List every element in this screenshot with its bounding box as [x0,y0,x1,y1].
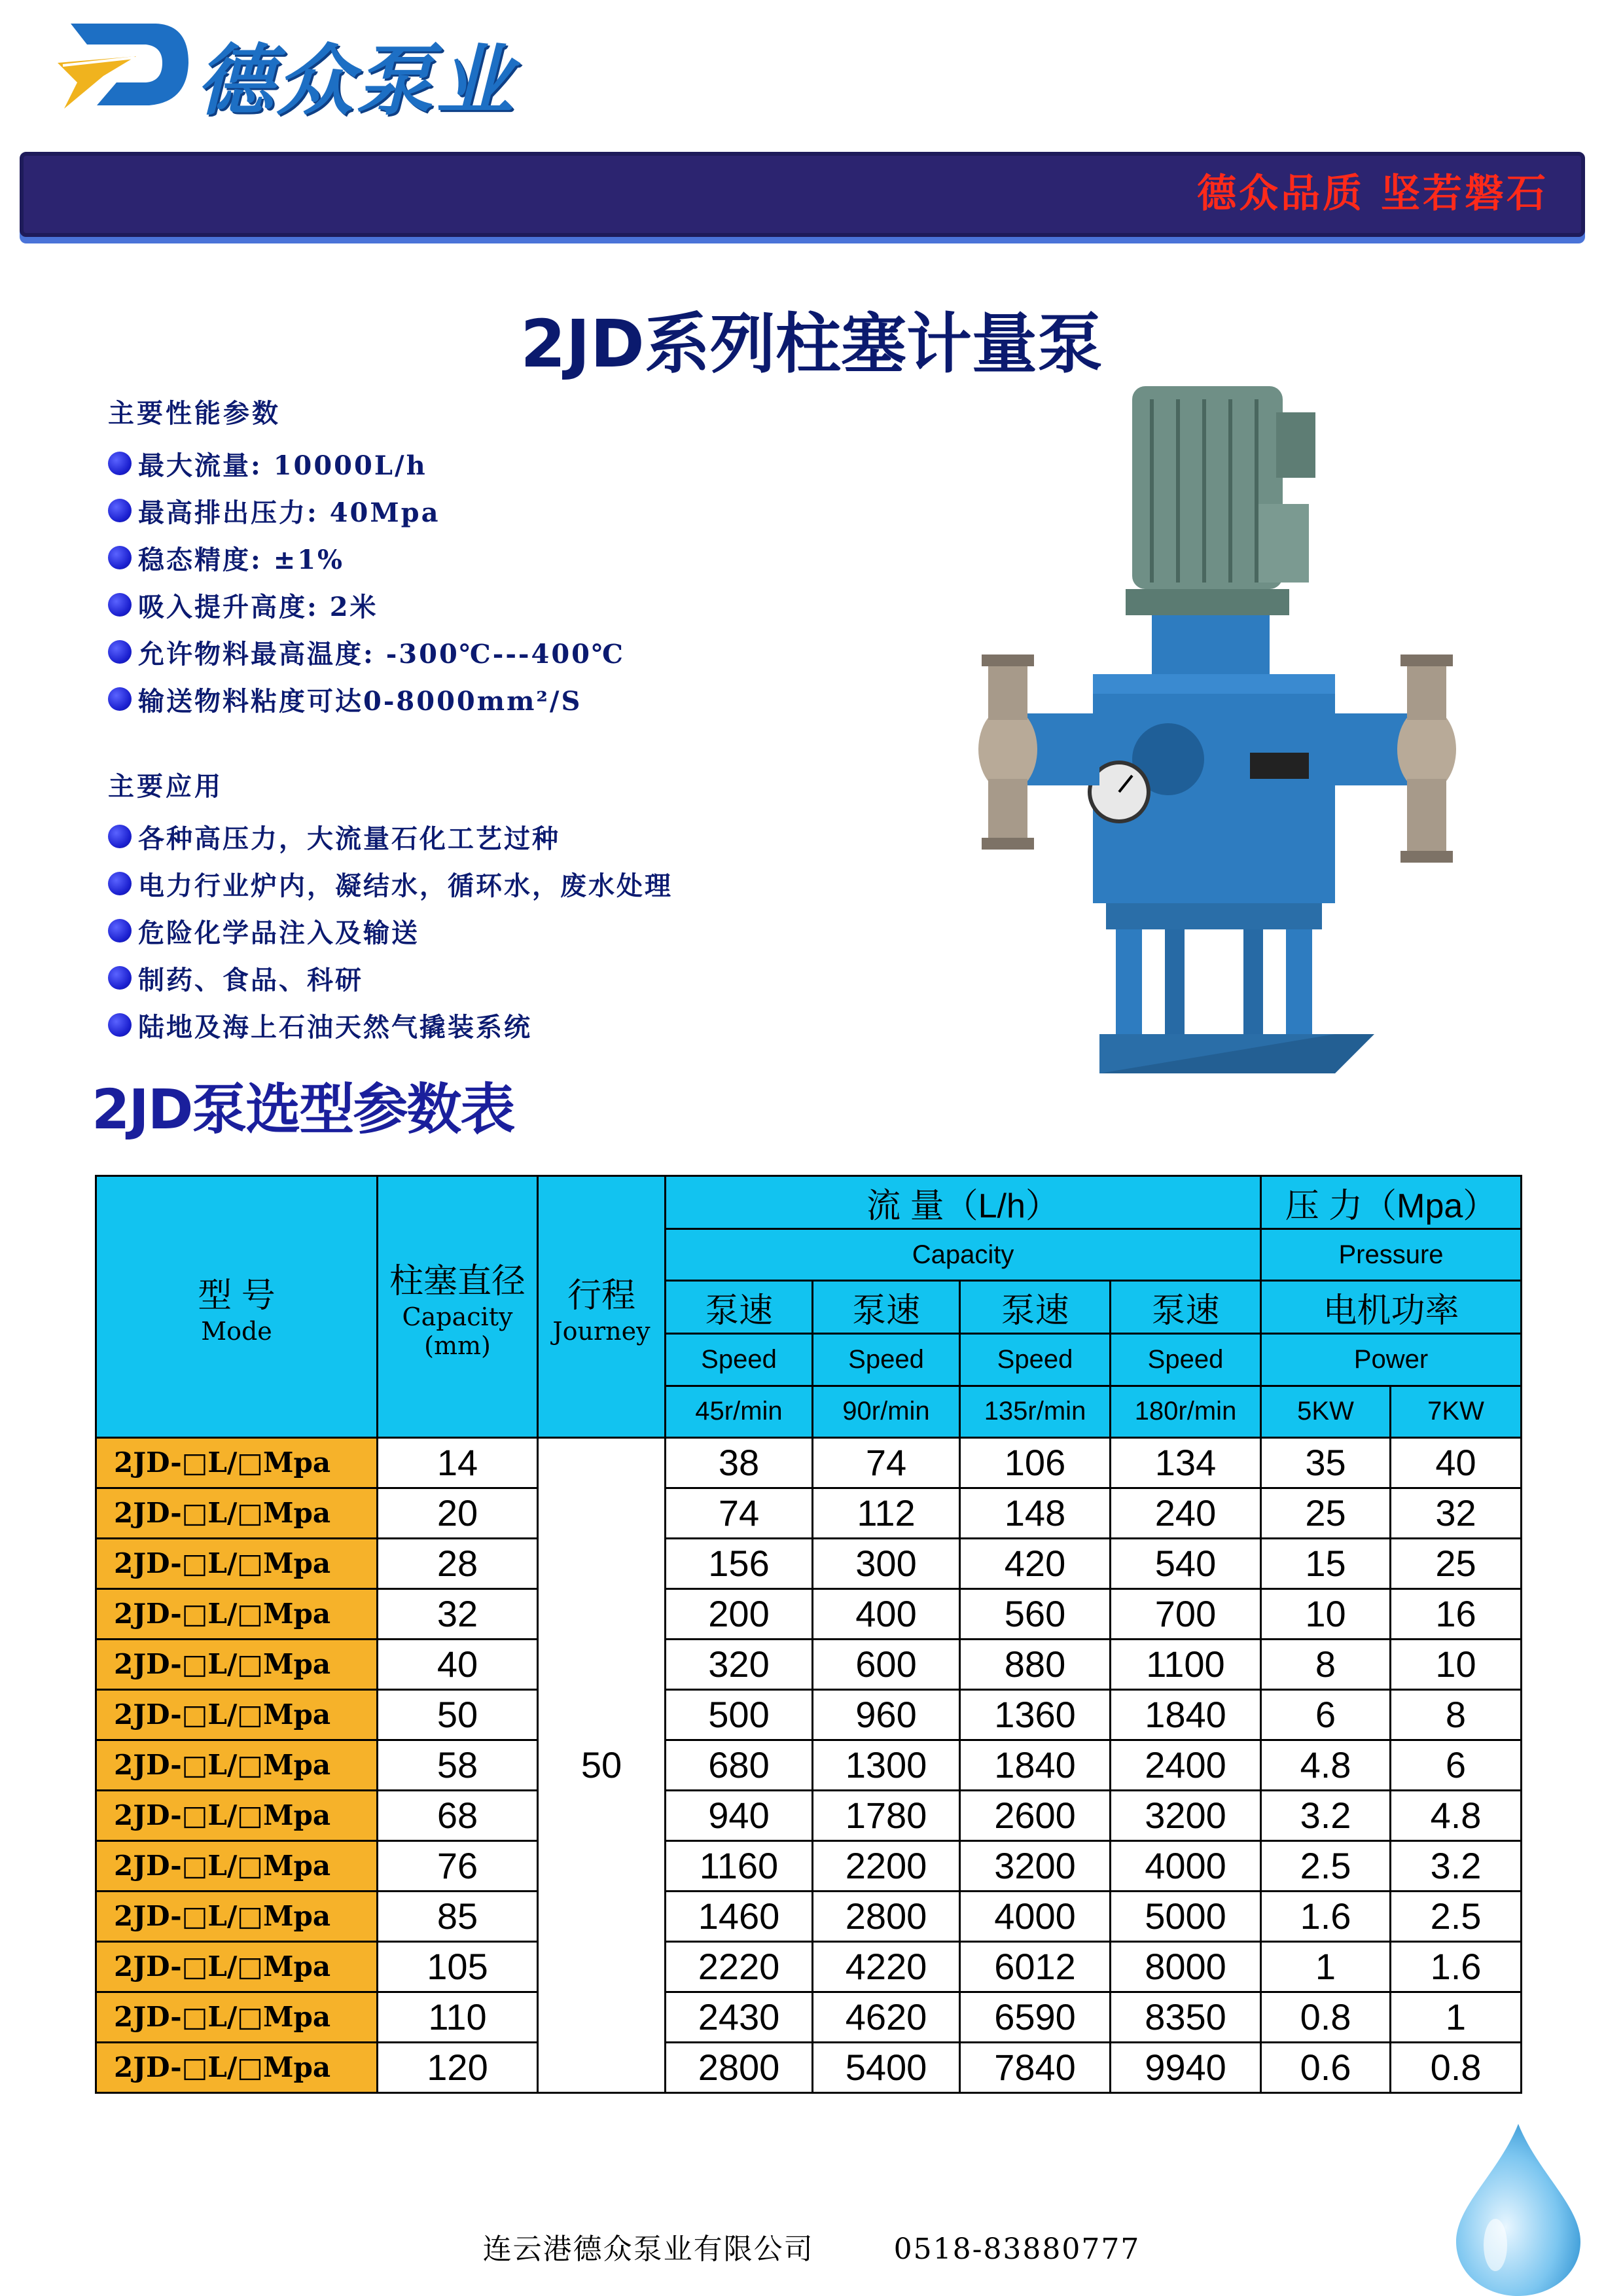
table-row [96,1689,1522,1740]
pressure-cell: 0.6 [1261,2042,1391,2092]
pressure-cell: 6 [1261,1689,1391,1740]
diameter-cell: 58 [378,1740,538,1790]
flow-cell: 2200 [813,1840,960,1891]
pressure-cell: 16 [1391,1588,1522,1639]
application-item [108,954,673,1001]
header-pressure-en: Pressure [1261,1229,1522,1281]
water-drop-icon [1453,2121,1584,2296]
bullet-dot-icon [108,499,132,522]
model-cell: 2JD-□L/□Mpa [96,1740,378,1790]
header-flow-cn: 流 量（L/h） [666,1176,1261,1229]
header-power-value: 7KW [1391,1386,1522,1437]
pressure-cell: 1 [1391,1992,1522,2042]
table-title: 2JD泵选型参数表 [92,1077,514,1141]
pressure-cell: 15 [1261,1538,1391,1588]
application-item-text: 电力行业炉内，凝结水，循环水，废水处理 [138,870,673,901]
pressure-cell: 8 [1391,1689,1522,1740]
flow-cell: 2220 [666,1941,813,1992]
table-row [96,2042,1522,2092]
pressure-cell: 25 [1261,1488,1391,1538]
model-cell: 2JD-□L/□Mpa [96,1689,378,1740]
pressure-cell: 2.5 [1261,1840,1391,1891]
performance-item [108,675,625,723]
flow-cell: 960 [813,1689,960,1740]
header-pressure-cn: 压 力（Mpa） [1261,1176,1522,1229]
header-power-value: 5KW [1261,1386,1391,1437]
header-stroke [538,1176,666,1438]
flow-cell: 156 [666,1538,813,1588]
pressure-cell: 32 [1391,1488,1522,1538]
flow-cell: 200 [666,1588,813,1639]
stroke-cell: 50 [538,1437,666,2092]
flow-cell: 240 [1111,1488,1261,1538]
model-cell: 2JD-□L/□Mpa [96,1488,378,1538]
flow-cell: 7840 [960,2042,1111,2092]
model-cell: 2JD-□L/□Mpa [96,1790,378,1840]
application-item-text: 陆地及海上石油天然气撬装系统 [138,1011,532,1043]
flow-cell: 1300 [813,1740,960,1790]
header-speed-en: Speed [1111,1334,1261,1386]
application-item-text: 各种高压力，大流量石化工艺过种 [138,823,560,854]
pressure-cell: 0.8 [1261,1992,1391,2042]
flow-cell: 1160 [666,1840,813,1891]
header-pump-speed: 泵速 [960,1281,1111,1334]
flow-cell: 2400 [1111,1740,1261,1790]
header-speed-en: Speed [960,1334,1111,1386]
flow-cell: 8000 [1111,1941,1261,1992]
pressure-cell: 1.6 [1391,1941,1522,1992]
flow-cell: 500 [666,1689,813,1740]
bullet-dot-icon [108,872,132,895]
footer-company: 连云港德众泵业有限公司 [482,2233,814,2266]
bullet-dot-icon [108,919,132,942]
pressure-cell: 4.8 [1261,1740,1391,1790]
flow-cell: 1840 [960,1740,1111,1790]
performance-item-text: 输送物料粘度可达0-8000mm²/S [138,685,582,717]
header-pump-speed: 泵速 [813,1281,960,1334]
flow-cell: 300 [813,1538,960,1588]
spec-table [95,1175,1522,2094]
header-diameter-cn: 柱塞直径 [389,1262,526,1300]
pressure-cell: 3.2 [1261,1790,1391,1840]
performance-item-text: 稳态精度: ±1% [138,544,345,575]
flow-cell: 4220 [813,1941,960,1992]
footer-phone: 0518-83880777 [893,2233,1141,2266]
table-row [96,1639,1522,1689]
header-speed-en: Speed [813,1334,960,1386]
header-speed-value: 135r/min [960,1386,1111,1437]
bullet-dot-icon [108,640,132,664]
page-title: 2JD系列柱塞计量泵 [520,306,1103,382]
bullet-dot-icon [108,966,132,990]
performance-item-text: 允许物料最高温度: -300℃---400℃ [138,638,625,670]
header-flow-en: Capacity [666,1229,1261,1281]
flow-cell: 148 [960,1488,1111,1538]
diameter-cell: 50 [378,1689,538,1740]
application-item [108,907,673,954]
flow-cell: 420 [960,1538,1111,1588]
pressure-cell: 10 [1391,1639,1522,1689]
diameter-cell: 105 [378,1941,538,1992]
diameter-cell: 120 [378,2042,538,2092]
header-pump-speed: 泵速 [1111,1281,1261,1334]
diameter-cell: 28 [378,1538,538,1588]
table-row [96,1790,1522,1840]
flow-cell: 74 [813,1437,960,1488]
table-row [96,1840,1522,1891]
pressure-cell: 1.6 [1261,1891,1391,1941]
diameter-cell: 20 [378,1488,538,1538]
flow-cell: 4000 [1111,1840,1261,1891]
slogan-bar [20,152,1585,237]
flow-cell: 112 [813,1488,960,1538]
flow-cell: 134 [1111,1437,1261,1488]
header-diameter-en: Capacity [402,1302,513,1331]
performance-item [108,487,625,534]
applications-section [108,766,673,1049]
flow-cell: 3200 [1111,1790,1261,1840]
application-item [108,860,673,907]
flow-cell: 600 [813,1639,960,1689]
model-cell: 2JD-□L/□Mpa [96,1840,378,1891]
diameter-cell: 110 [378,1992,538,2042]
flow-cell: 5400 [813,2042,960,2092]
pressure-cell: 25 [1391,1538,1522,1588]
footer [0,2225,1623,2267]
flow-cell: 8350 [1111,1992,1261,2042]
application-item [108,813,673,860]
flow-cell: 1460 [666,1891,813,1941]
flow-cell: 6012 [960,1941,1111,1992]
header-speed-value: 45r/min [666,1386,813,1437]
pump-photo [969,373,1525,1093]
performance-item [108,534,625,581]
company-logo-icon [58,10,195,118]
performance-item [108,581,625,628]
diameter-cell: 40 [378,1639,538,1689]
table-row [96,1488,1522,1538]
flow-cell: 540 [1111,1538,1261,1588]
table-row [96,1437,1522,1488]
performance-heading: 主要性能参数 [108,398,281,429]
performance-item [108,440,625,487]
table-row [96,1941,1522,1992]
slogan: 德众品质 坚若磐石 [1197,171,1548,217]
pressure-cell: 35 [1261,1437,1391,1488]
table-row [96,1588,1522,1639]
table-body [96,1437,1522,2092]
flow-cell: 560 [960,1588,1111,1639]
performance-item-text: 最大流量: 10000L/h [138,450,427,481]
model-cell: 2JD-□L/□Mpa [96,1639,378,1689]
flow-cell: 5000 [1111,1891,1261,1941]
pressure-cell: 4.8 [1391,1790,1522,1840]
flow-cell: 74 [666,1488,813,1538]
pressure-cell: 6 [1391,1740,1522,1790]
bullet-dot-icon [108,546,132,569]
pressure-cell: 40 [1391,1437,1522,1488]
header-motor-power: 电机功率 [1261,1281,1522,1334]
flow-cell: 320 [666,1639,813,1689]
flow-cell: 3200 [960,1840,1111,1891]
bullet-dot-icon [108,452,132,475]
flow-cell: 880 [960,1639,1111,1689]
flow-cell: 700 [1111,1588,1261,1639]
model-cell: 2JD-□L/□Mpa [96,1891,378,1941]
header-stroke-cn: 行程 [567,1276,635,1315]
brand-name: 德众泵业 [196,35,516,126]
header-stroke-en: Journey [552,1316,651,1346]
flow-cell: 1780 [813,1790,960,1840]
header-diameter [378,1176,538,1438]
performance-section [108,393,625,723]
flow-cell: 2800 [813,1891,960,1941]
application-item-text: 危险化学品注入及输送 [138,917,419,948]
diameter-cell: 32 [378,1588,538,1639]
bullet-dot-icon [108,825,132,848]
model-cell: 2JD-□L/□Mpa [96,2042,378,2092]
header-model-cn: 型 号 [198,1276,276,1315]
application-item-text: 制药、食品、科研 [138,964,363,996]
model-cell: 2JD-□L/□Mpa [96,1992,378,2042]
performance-item [108,628,625,675]
table-row [96,1992,1522,2042]
flow-cell: 4000 [960,1891,1111,1941]
flow-cell: 1360 [960,1689,1111,1740]
bullet-dot-icon [108,593,132,617]
bullet-dot-icon [108,1013,132,1037]
flow-cell: 2430 [666,1992,813,2042]
header-pump-speed: 泵速 [666,1281,813,1334]
flow-cell: 38 [666,1437,813,1488]
model-cell: 2JD-□L/□Mpa [96,1437,378,1488]
pressure-cell: 10 [1261,1588,1391,1639]
flow-cell: 680 [666,1740,813,1790]
header-speed-value: 90r/min [813,1386,960,1437]
pressure-cell: 0.8 [1391,2042,1522,2092]
pressure-cell: 1 [1261,1941,1391,1992]
header-power-en: Power [1261,1334,1522,1386]
table-row [96,1740,1522,1790]
performance-item-text: 吸入提升高度: 2米 [138,591,378,622]
flow-cell: 9940 [1111,2042,1261,2092]
pressure-cell: 2.5 [1391,1891,1522,1941]
pressure-cell: 3.2 [1391,1840,1522,1891]
table-row [96,1538,1522,1588]
flow-cell: 106 [960,1437,1111,1488]
flow-cell: 2600 [960,1790,1111,1840]
diameter-cell: 14 [378,1437,538,1488]
flow-cell: 1840 [1111,1689,1261,1740]
application-item [108,1001,673,1049]
diameter-cell: 85 [378,1891,538,1941]
diameter-cell: 68 [378,1790,538,1840]
flow-cell: 6590 [960,1992,1111,2042]
model-cell: 2JD-□L/□Mpa [96,1588,378,1639]
flow-cell: 1100 [1111,1639,1261,1689]
pressure-cell: 8 [1261,1639,1391,1689]
flow-cell: 940 [666,1790,813,1840]
diameter-cell: 76 [378,1840,538,1891]
header-speed-value: 180r/min [1111,1386,1261,1437]
flow-cell: 4620 [813,1992,960,2042]
model-cell: 2JD-□L/□Mpa [96,1941,378,1992]
flow-cell: 2800 [666,2042,813,2092]
flow-cell: 400 [813,1588,960,1639]
model-cell: 2JD-□L/□Mpa [96,1538,378,1588]
header-model-en: Mode [201,1316,272,1346]
header-speed-en: Speed [666,1334,813,1386]
applications-heading: 主要应用 [108,771,223,802]
table-row [96,1891,1522,1941]
performance-item-text: 最高排出压力: 40Mpa [138,497,440,528]
bullet-dot-icon [108,687,132,711]
header-diameter-unit: (mm) [424,1331,491,1360]
header-model [96,1176,378,1438]
